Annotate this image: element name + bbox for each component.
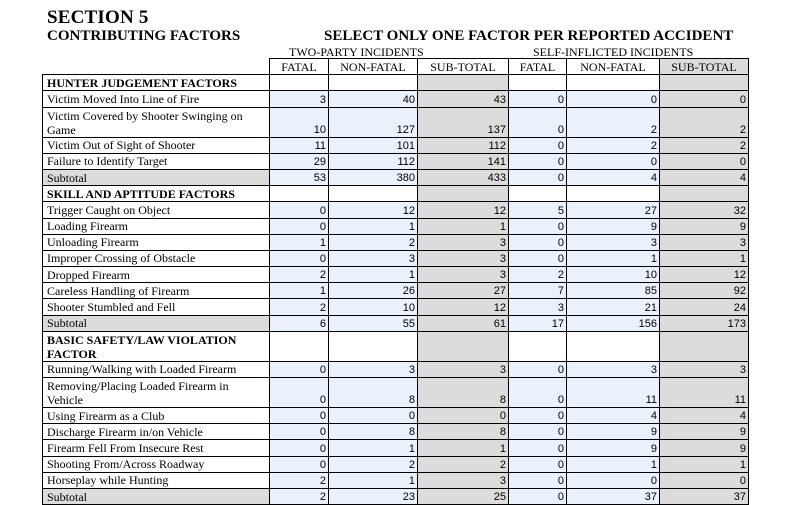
value-cell-sub-total: 3 <box>418 361 509 377</box>
table-row <box>43 91 749 107</box>
value-cell-fatal: 1 <box>270 283 329 299</box>
table-row <box>43 472 749 488</box>
value-cell-sub-total: 2 <box>660 137 749 153</box>
value-cell-fatal: 0 <box>509 361 567 377</box>
value-cell-sub-total: 9 <box>660 218 749 234</box>
value-cell-fatal: 0 <box>509 440 567 456</box>
column-header-row <box>43 59 749 75</box>
value-cell-sub-total: 12 <box>660 267 749 283</box>
factor-label-line: Failure to Identify Target <box>47 154 168 169</box>
value-cell-fatal: 0 <box>270 456 329 472</box>
factor-group-title-line: BASIC SAFETY/LAW VIOLATION <box>47 332 237 347</box>
subtotal-label <box>43 315 270 331</box>
value-cell-sub-total: 2 <box>660 107 749 137</box>
factor-label <box>43 440 270 456</box>
factor-label <box>43 137 270 153</box>
value-cell-fatal: 0 <box>509 488 567 504</box>
factor-group-header-row <box>43 331 749 361</box>
value-cell-sub-total: 0 <box>660 91 749 107</box>
value-cell-sub-total: 25 <box>418 488 509 504</box>
table-body <box>43 75 749 505</box>
factor-label-line: Subtotal <box>47 170 88 185</box>
factor-label <box>43 456 270 472</box>
corner-cell <box>43 59 270 75</box>
value-cell-fatal: 0 <box>270 378 329 408</box>
table-row <box>43 378 749 408</box>
factor-label <box>43 299 270 315</box>
value-cell-fatal: 2 <box>270 267 329 283</box>
value-cell-fatal: 2 <box>270 472 329 488</box>
value-cell-fatal: 2 <box>509 267 567 283</box>
factor-group-header-row <box>43 186 749 202</box>
factor-label <box>43 153 270 169</box>
value-cell-non-fatal: 112 <box>329 153 418 169</box>
value-cell-sub-total: 1 <box>660 456 749 472</box>
section-subtitle: CONTRIBUTING FACTORS <box>47 28 241 44</box>
factor-label-line: Victim Covered by Shooter Swinging on <box>47 108 243 123</box>
value-cell-fatal: 0 <box>270 408 329 424</box>
value-cell-fatal: 3 <box>509 299 567 315</box>
empty-cell <box>418 75 509 91</box>
value-cell-non-fatal: 11 <box>567 378 660 408</box>
value-cell-sub-total: 0 <box>660 153 749 169</box>
table-row <box>43 424 749 440</box>
group-two-party-label: TWO-PARTY INCIDENTS <box>289 45 424 59</box>
value-cell-fatal: 0 <box>509 424 567 440</box>
empty-cell <box>270 75 329 91</box>
factor-label <box>43 91 270 107</box>
value-cell-non-fatal: 8 <box>329 378 418 408</box>
value-cell-non-fatal: 0 <box>567 472 660 488</box>
value-cell-sub-total: 8 <box>418 424 509 440</box>
table-row <box>43 440 749 456</box>
value-cell-non-fatal: 3 <box>567 361 660 377</box>
factor-label-line: Horseplay while Hunting <box>47 473 169 488</box>
factor-group-title <box>43 75 270 91</box>
value-cell-fatal: 0 <box>509 250 567 266</box>
value-cell-non-fatal: 0 <box>329 408 418 424</box>
value-cell-fatal: 0 <box>270 440 329 456</box>
value-cell-fatal: 0 <box>509 456 567 472</box>
factor-label-line: Subtotal <box>47 316 88 331</box>
factor-label-line: Trigger Caught on Object <box>47 202 171 217</box>
factor-label-line: Firearm Fell From Insecure Rest <box>47 440 204 455</box>
value-cell-non-fatal: 27 <box>567 202 660 218</box>
table-row <box>43 218 749 234</box>
value-cell-non-fatal: 1 <box>567 250 660 266</box>
value-cell-sub-total: 141 <box>418 153 509 169</box>
value-cell-fatal: 11 <box>270 137 329 153</box>
factor-group-title-line: HUNTER JUDGEMENT FACTORS <box>47 75 238 90</box>
factor-label-line: Dropped Firearm <box>47 267 130 282</box>
value-cell-fatal: 17 <box>509 315 567 331</box>
group-self-inflicted-label: SELF-INFLICTED INCIDENTS <box>533 45 694 59</box>
table-row <box>43 267 749 283</box>
factor-label <box>43 202 270 218</box>
value-cell-non-fatal: 9 <box>567 424 660 440</box>
col-header-fatal: FATAL <box>509 59 567 75</box>
empty-cell <box>567 186 660 202</box>
value-cell-sub-total: 9 <box>660 424 749 440</box>
empty-cell <box>270 186 329 202</box>
value-cell-sub-total: 3 <box>660 234 749 250</box>
table-row <box>43 153 749 169</box>
value-cell-fatal: 0 <box>509 91 567 107</box>
value-cell-sub-total: 1 <box>660 250 749 266</box>
value-cell-non-fatal: 10 <box>567 267 660 283</box>
factor-label <box>43 234 270 250</box>
value-cell-sub-total: 3 <box>418 250 509 266</box>
factor-label-line: Victim Out of Sight of Shooter <box>47 138 196 153</box>
col-header-fatal: FATAL <box>270 59 329 75</box>
value-cell-sub-total: 37 <box>660 488 749 504</box>
value-cell-fatal: 6 <box>270 315 329 331</box>
value-cell-fatal: 3 <box>270 91 329 107</box>
factor-label <box>43 267 270 283</box>
contributing-factors-table <box>42 58 749 505</box>
value-cell-non-fatal: 40 <box>329 91 418 107</box>
value-cell-fatal: 0 <box>509 472 567 488</box>
factor-label <box>43 424 270 440</box>
value-cell-non-fatal: 101 <box>329 137 418 153</box>
value-cell-sub-total: 2 <box>418 456 509 472</box>
value-cell-sub-total: 32 <box>660 202 749 218</box>
value-cell-non-fatal: 156 <box>567 315 660 331</box>
table-row <box>43 137 749 153</box>
factor-label-line: Shooter Stumbled and Fell <box>47 300 176 315</box>
factor-label-line: Unloading Firearm <box>47 235 139 250</box>
value-cell-sub-total: 4 <box>660 169 749 185</box>
value-cell-non-fatal: 1 <box>329 267 418 283</box>
value-cell-fatal: 5 <box>509 202 567 218</box>
value-cell-sub-total: 43 <box>418 91 509 107</box>
empty-cell <box>660 75 749 91</box>
table-row <box>43 202 749 218</box>
section-title: SECTION 5 <box>47 7 149 28</box>
value-cell-non-fatal: 3 <box>329 361 418 377</box>
value-cell-fatal: 29 <box>270 153 329 169</box>
col-header-sub-total: SUB-TOTAL <box>660 59 749 75</box>
factor-label-line: Using Firearm as a Club <box>47 408 165 423</box>
value-cell-non-fatal: 2 <box>329 456 418 472</box>
value-cell-fatal: 0 <box>270 202 329 218</box>
factor-group-title <box>43 186 270 202</box>
table-row <box>43 361 749 377</box>
value-cell-sub-total: 433 <box>418 169 509 185</box>
value-cell-sub-total: 1 <box>418 440 509 456</box>
value-cell-non-fatal: 9 <box>567 440 660 456</box>
value-cell-non-fatal: 85 <box>567 283 660 299</box>
table-row <box>43 107 749 137</box>
empty-cell <box>329 331 418 361</box>
value-cell-non-fatal: 127 <box>329 107 418 137</box>
factor-label-line: Discharge Firearm in/on Vehicle <box>47 424 203 439</box>
value-cell-sub-total: 12 <box>418 202 509 218</box>
table-row <box>43 250 749 266</box>
value-cell-sub-total: 27 <box>418 283 509 299</box>
value-cell-non-fatal: 26 <box>329 283 418 299</box>
value-cell-non-fatal: 3 <box>567 234 660 250</box>
value-cell-fatal: 7 <box>509 283 567 299</box>
value-cell-non-fatal: 12 <box>329 202 418 218</box>
value-cell-fatal: 0 <box>270 424 329 440</box>
value-cell-fatal: 0 <box>509 378 567 408</box>
col-header-non-fatal: NON-FATAL <box>567 59 660 75</box>
value-cell-fatal: 1 <box>270 234 329 250</box>
value-cell-sub-total: 8 <box>418 378 509 408</box>
value-cell-sub-total: 92 <box>660 283 749 299</box>
empty-cell <box>329 75 418 91</box>
value-cell-sub-total: 3 <box>660 361 749 377</box>
value-cell-non-fatal: 4 <box>567 408 660 424</box>
empty-cell <box>270 331 329 361</box>
factor-label-line: Game <box>47 122 76 137</box>
value-cell-non-fatal: 9 <box>567 218 660 234</box>
value-cell-sub-total: 0 <box>660 472 749 488</box>
table-row <box>43 234 749 250</box>
value-cell-non-fatal: 8 <box>329 424 418 440</box>
value-cell-sub-total: 24 <box>660 299 749 315</box>
value-cell-non-fatal: 37 <box>567 488 660 504</box>
value-cell-non-fatal: 0 <box>567 91 660 107</box>
value-cell-sub-total: 112 <box>418 137 509 153</box>
value-cell-sub-total: 11 <box>660 378 749 408</box>
factor-group-header-row <box>43 75 749 91</box>
value-cell-non-fatal: 21 <box>567 299 660 315</box>
factor-group-title-line: FACTOR <box>47 346 97 361</box>
value-cell-fatal: 0 <box>509 218 567 234</box>
value-cell-fatal: 0 <box>509 169 567 185</box>
empty-cell <box>329 186 418 202</box>
empty-cell <box>660 331 749 361</box>
value-cell-non-fatal: 4 <box>567 169 660 185</box>
value-cell-fatal: 0 <box>509 137 567 153</box>
factor-label-line: Running/Walking with Loaded Firearm <box>47 362 237 377</box>
subtotal-row <box>43 315 749 331</box>
value-cell-sub-total: 4 <box>660 408 749 424</box>
value-cell-non-fatal: 0 <box>567 153 660 169</box>
factor-label <box>43 378 270 408</box>
factor-label <box>43 472 270 488</box>
empty-cell <box>567 75 660 91</box>
factor-label <box>43 107 270 137</box>
value-cell-non-fatal: 2 <box>567 137 660 153</box>
value-cell-sub-total: 0 <box>418 408 509 424</box>
factor-label <box>43 283 270 299</box>
value-cell-sub-total: 3 <box>418 267 509 283</box>
factor-label-line: Vehicle <box>47 393 83 407</box>
value-cell-non-fatal: 3 <box>329 250 418 266</box>
value-cell-sub-total: 137 <box>418 107 509 137</box>
value-cell-non-fatal: 1 <box>329 472 418 488</box>
value-cell-non-fatal: 23 <box>329 488 418 504</box>
value-cell-sub-total: 12 <box>418 299 509 315</box>
subtotal-row <box>43 488 749 504</box>
col-header-non-fatal: NON-FATAL <box>329 59 418 75</box>
value-cell-fatal: 0 <box>509 234 567 250</box>
factor-label-line: Careless Handling of Firearm <box>47 283 190 298</box>
factor-label-line: Subtotal <box>47 489 88 504</box>
empty-cell <box>509 331 567 361</box>
table-row <box>43 408 749 424</box>
value-cell-fatal: 0 <box>270 218 329 234</box>
value-cell-sub-total: 3 <box>418 234 509 250</box>
value-cell-sub-total: 9 <box>660 440 749 456</box>
col-header-sub-total: SUB-TOTAL <box>418 59 509 75</box>
factor-label <box>43 218 270 234</box>
subtotal-row <box>43 169 749 185</box>
subtotal-label <box>43 488 270 504</box>
table-row <box>43 456 749 472</box>
empty-cell <box>509 75 567 91</box>
value-cell-sub-total: 173 <box>660 315 749 331</box>
empty-cell <box>418 186 509 202</box>
value-cell-non-fatal: 2 <box>567 107 660 137</box>
factor-group-title-line: SKILL AND APTITUDE FACTORS <box>47 186 235 201</box>
empty-cell <box>418 331 509 361</box>
value-cell-fatal: 53 <box>270 169 329 185</box>
value-cell-fatal: 0 <box>509 107 567 137</box>
value-cell-non-fatal: 10 <box>329 299 418 315</box>
value-cell-sub-total: 3 <box>418 472 509 488</box>
table-row <box>43 283 749 299</box>
value-cell-non-fatal: 1 <box>329 218 418 234</box>
factor-group-title <box>43 331 270 361</box>
value-cell-sub-total: 1 <box>418 218 509 234</box>
factor-label <box>43 408 270 424</box>
value-cell-fatal: 2 <box>270 488 329 504</box>
factor-label-line: Removing/Placing Loaded Firearm in <box>47 379 229 393</box>
factor-label <box>43 250 270 266</box>
factor-label-line: Victim Moved Into Line of Fire <box>47 91 200 106</box>
instruction-heading: SELECT ONLY ONE FACTOR PER REPORTED ACCIDENT <box>324 28 734 44</box>
factor-label-line: Shooting From/Across Roadway <box>47 457 205 472</box>
value-cell-non-fatal: 2 <box>329 234 418 250</box>
value-cell-non-fatal: 1 <box>329 440 418 456</box>
empty-cell <box>509 186 567 202</box>
subtotal-label <box>43 169 270 185</box>
value-cell-fatal: 0 <box>509 153 567 169</box>
value-cell-fatal: 10 <box>270 107 329 137</box>
empty-cell <box>660 186 749 202</box>
value-cell-sub-total: 61 <box>418 315 509 331</box>
value-cell-non-fatal: 1 <box>567 456 660 472</box>
factor-label-line: Improper Crossing of Obstacle <box>47 251 196 266</box>
value-cell-non-fatal: 55 <box>329 315 418 331</box>
value-cell-fatal: 0 <box>509 408 567 424</box>
table-row <box>43 299 749 315</box>
value-cell-non-fatal: 380 <box>329 169 418 185</box>
empty-cell <box>567 331 660 361</box>
factor-label <box>43 361 270 377</box>
value-cell-fatal: 2 <box>270 299 329 315</box>
value-cell-fatal: 0 <box>270 250 329 266</box>
factor-label-line: Loading Firearm <box>47 219 128 234</box>
value-cell-fatal: 0 <box>270 361 329 377</box>
